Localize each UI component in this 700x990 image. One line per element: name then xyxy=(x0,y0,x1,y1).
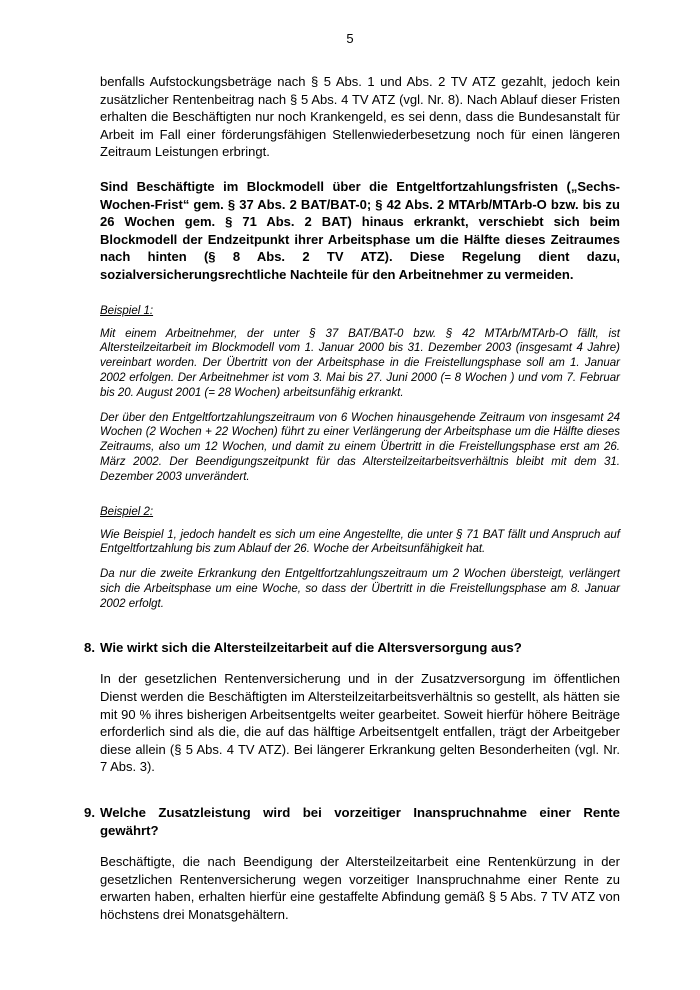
question-8-number: 8. xyxy=(84,640,95,656)
page-number: 5 xyxy=(346,31,354,46)
question-9-number: 9. xyxy=(84,805,95,821)
question-8-answer: In der gesetzlichen Rentenversicherung und in der Zusatzversorgung im öffentlichen Dienst werden die Beschäftigten im Altersteilzeitarbeitsverhältnis so gestellt, als hätten sie mit 90 % ihres bisherigen Arbeitsentgelts weiter gearbeitet. Soweit hierfür höhere Beiträge erforderlich sind als die, die auf das hälftige Arbeitsentgelt entfallen, trägt der Arbeitgeber diese allein (§ 5 Abs. 4 TV ATZ). Bei längerer Erkrankung gelten Besonderheiten (vgl. Nr. 7 Abs. 3). xyxy=(100,671,620,775)
block-model-rule-paragraph: Sind Beschäftigte im Blockmodell über die Entgeltfortzahlungsfristen („Sechs-Wochen-Frist“ gem. § 37 Abs. 2 BAT/BAT-0; § 42 Abs. 2 MTArb/MTArb-O bzw. bis zu 26 Wochen gem. § 71 Abs. 2 BAT) hinaus erkrankt, verschiebt sich beim Blockmodell der Endzeitpunkt ihrer Arbeitsphase um die Hälfte dieses Zeitraumes nach hinten (§ 8 Abs. 2 TV ATZ). Diese Regelung dient dazu, sozialversicherungsrechtliche Nachteile für den Arbeitnehmer zu vermeiden. xyxy=(100,178,620,282)
example-2-paragraph-1: Wie Beispiel 1, jedoch handelt es sich um eine Angestellte, die unter § 71 BAT fällt und Anspruch auf Entgeltfortzahlung bis zum Ablauf der 26. Woche der Arbeitsunfähigkeit hat. xyxy=(100,528,620,556)
example-1-paragraph-2: Der über den Entgeltfortzahlungszeitraum von 6 Wochen hinausgehende Zeitraum von insgesamt 24 Wochen (2 Wochen + 22 Wochen) führt zu einer Verlängerung der Arbeitsphase um die Hälfte dieses Zeitraums, also um 12 Wochen, und damit zu einem Übertritt in die Freistellungsphase erst am 26. März 2002. Der Beendigungszeitpunkt für das Altersteilzeitarbeitsverhältnis bleibt mit dem 31. Dezember 2003 unverändert. xyxy=(100,411,620,483)
question-8-heading xyxy=(84,639,620,657)
example-1-label: Beispiel 1: xyxy=(100,304,154,317)
question-9-title: Welche Zusatzleistung wird bei vorzeitiger Inanspruchnahme einer Rente gewährt? xyxy=(100,805,620,839)
question-9-heading xyxy=(84,804,620,840)
example-2-label: Beispiel 2: xyxy=(100,505,154,518)
question-9-answer: Beschäftigte, die nach Beendigung der Altersteilzeitarbeit eine Rentenkürzung in der gesetzlichen Rentenversicherung wegen vorzeitiger Inanspruchnahme einer Rente zu erwarten haben, erhalten hierfür eine gestaffelte Abfindung gemäß § 5 Abs. 7 TV ATZ von höchstens drei Monatsgehältern. xyxy=(100,854,620,922)
example-1-paragraph-1: Mit einem Arbeitnehmer, der unter § 37 BAT/BAT-0 bzw. § 42 MTArb/MTArb-O fällt, ist Altersteilzeitarbeit im Blockmodell vom 1. Januar 2000 bis 31. Dezember 2003 (insgesamt 4 Jahre) vereinbart worden. Der Übertritt von der Arbeitsphase in die Freistellungsphase soll am 1. Januar 2002 erfolgen. Der Arbeitnehmer ist vom 3. Mai bis 27. Juni 2000 (= 8 Wochen ) und vom 7. Februar bis 20. August 2001 (= 28 Wochen) arbeitsunfähig erkrankt. xyxy=(100,327,620,399)
question-8-title: Wie wirkt sich die Altersteilzeitarbeit auf die Altersversorgung aus? xyxy=(100,640,522,656)
example-2-paragraph-2: Da nur die zweite Erkrankung den Entgeltfortzahlungszeitraum um 2 Wochen übersteigt, verlängert sich die Arbeitsphase um eine Woche, so dass der Übertritt in die Freistellungsphase am 8. Januar 2002 erfolgt. xyxy=(100,568,620,610)
intro-paragraph: benfalls Aufstockungsbeträge nach § 5 Abs. 1 und Abs. 2 TV ATZ gezahlt, jedoch kein zusätzlicher Rentenbeitrag nach § 5 Abs. 4 TV ATZ (vgl. Nr. 8). Nach Ablauf dieser Fristen erhalten die Beschäftigten nur noch Krankengeld, es sei denn, dass die Bundesanstalt für Arbeit im Fall einer förderungsfähigen Stellenwiederbesetzung noch für einen längeren Zeitraum Leistungen erbringt. xyxy=(100,74,620,160)
